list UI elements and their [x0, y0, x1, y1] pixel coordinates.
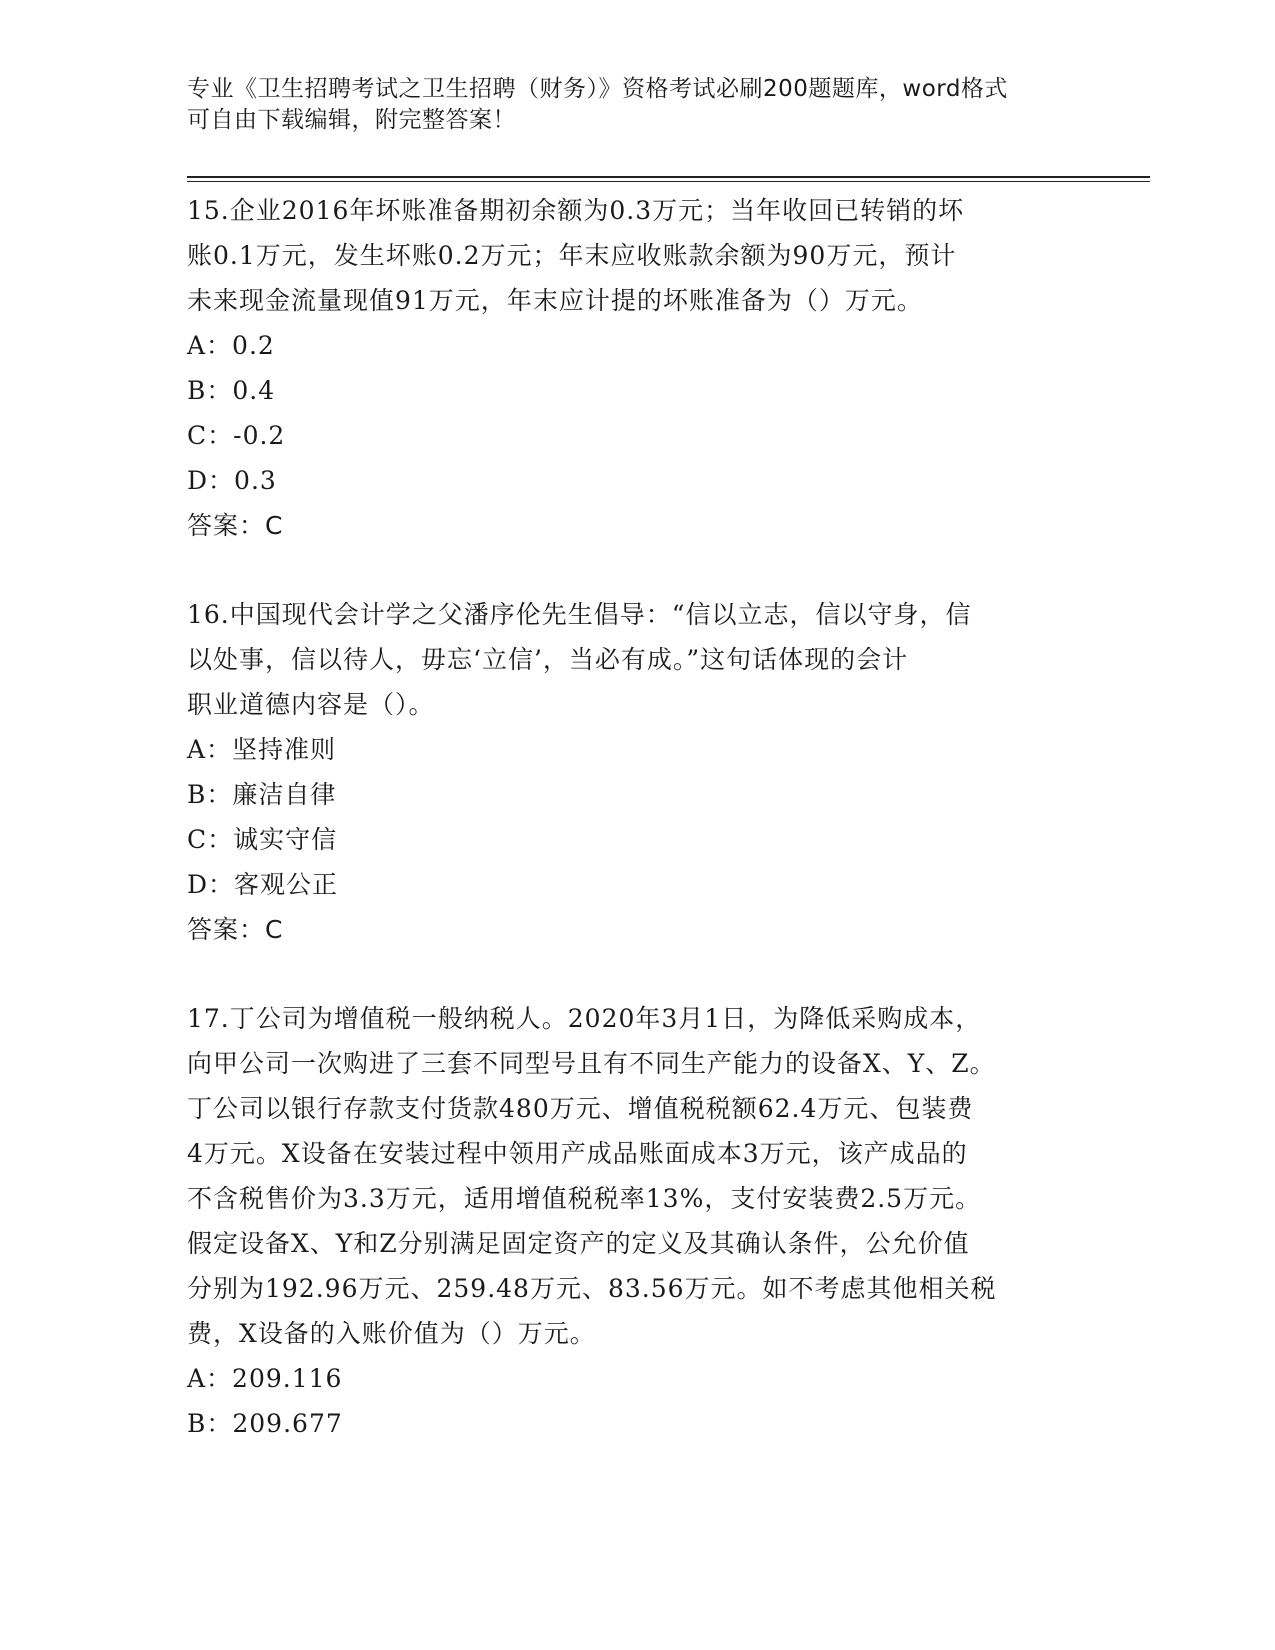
stem-line: 以处事，信以待人，毋忘‘立信’，当必有成。”这句话体现的会计 [187, 645, 909, 674]
answer-line: 答案：C [187, 511, 284, 540]
stem-line: 4万元。X设备在安装过程中领用产成品账面成本3万元，该产成品的 [187, 1139, 968, 1168]
stem-line: 假定设备X、Y和Z分别满足固定资产的定义及其确认条件，公允价值 [187, 1229, 970, 1258]
stem-line: 17.丁公司为增值税一般纳税人。2020年3月1日，为降低采购成本， [187, 1004, 982, 1033]
question-spacer [187, 548, 1067, 592]
answer-line: 答案：C [187, 915, 284, 944]
question-stem [187, 188, 1067, 323]
question-stem [187, 592, 1067, 727]
stem-line: 不含税售价为3.3万元，适用增值税税率13%，支付安装费2.5万元。 [187, 1184, 982, 1213]
question-spacer [187, 952, 1067, 996]
stem-line: 向甲公司一次购进了三套不同型号且有不同生产能力的设备X、Y、Z。 [187, 1049, 996, 1078]
header-divider-thick [187, 176, 1150, 178]
option-a: A：0.2 [187, 331, 275, 360]
stem-line: 分别为192.96万元、259.48万元、83.56万元。如不考虑其他相关税 [187, 1274, 997, 1303]
option-c: C：-0.2 [187, 421, 286, 450]
option-b: B：0.4 [187, 376, 276, 405]
option-d: D：客观公正 [187, 870, 339, 899]
stem-line: 16.中国现代会计学之父潘序伦先生倡导：“信以立志，信以守身，信 [187, 600, 972, 629]
option-b: B：209.677 [187, 1409, 343, 1438]
option-b: B：廉洁自律 [187, 780, 337, 809]
option-c: C：诚实守信 [187, 825, 338, 854]
stem-line: 职业道德内容是（）。 [187, 690, 435, 719]
stem-line: 丁公司以银行存款支付货款480万元、增值税税额62.4万元、包装费 [187, 1094, 974, 1123]
question-16 [187, 592, 1067, 952]
header-divider-thin [187, 181, 1150, 182]
stem-line: 账0.1万元，发生坏账0.2万元；年末应收账款余额为90万元，预计 [187, 241, 957, 270]
question-15 [187, 188, 1067, 548]
question-stem [187, 996, 1067, 1356]
stem-line: 未来现金流量现值91万元，年末应计提的坏账准备为（）万元。 [187, 286, 923, 315]
question-list [187, 188, 1067, 1446]
stem-line: 15.企业2016年坏账准备期初余额为0.3万元；当年收回已转销的坏 [187, 196, 965, 225]
document-header [187, 74, 1067, 136]
option-a: A：209.116 [187, 1364, 343, 1393]
option-d: D：0.3 [187, 466, 277, 495]
stem-line: 费，X设备的入账价值为（）万元。 [187, 1319, 596, 1348]
header-title-line-1: 专业《卫生招聘考试之卫生招聘（财务）》资格考试必刷200题题库，word格式 [187, 76, 1008, 102]
header-title-line-2: 可自由下载编辑，附完整答案！ [187, 107, 516, 133]
option-a: A：坚持准则 [187, 735, 337, 764]
question-17 [187, 996, 1067, 1446]
